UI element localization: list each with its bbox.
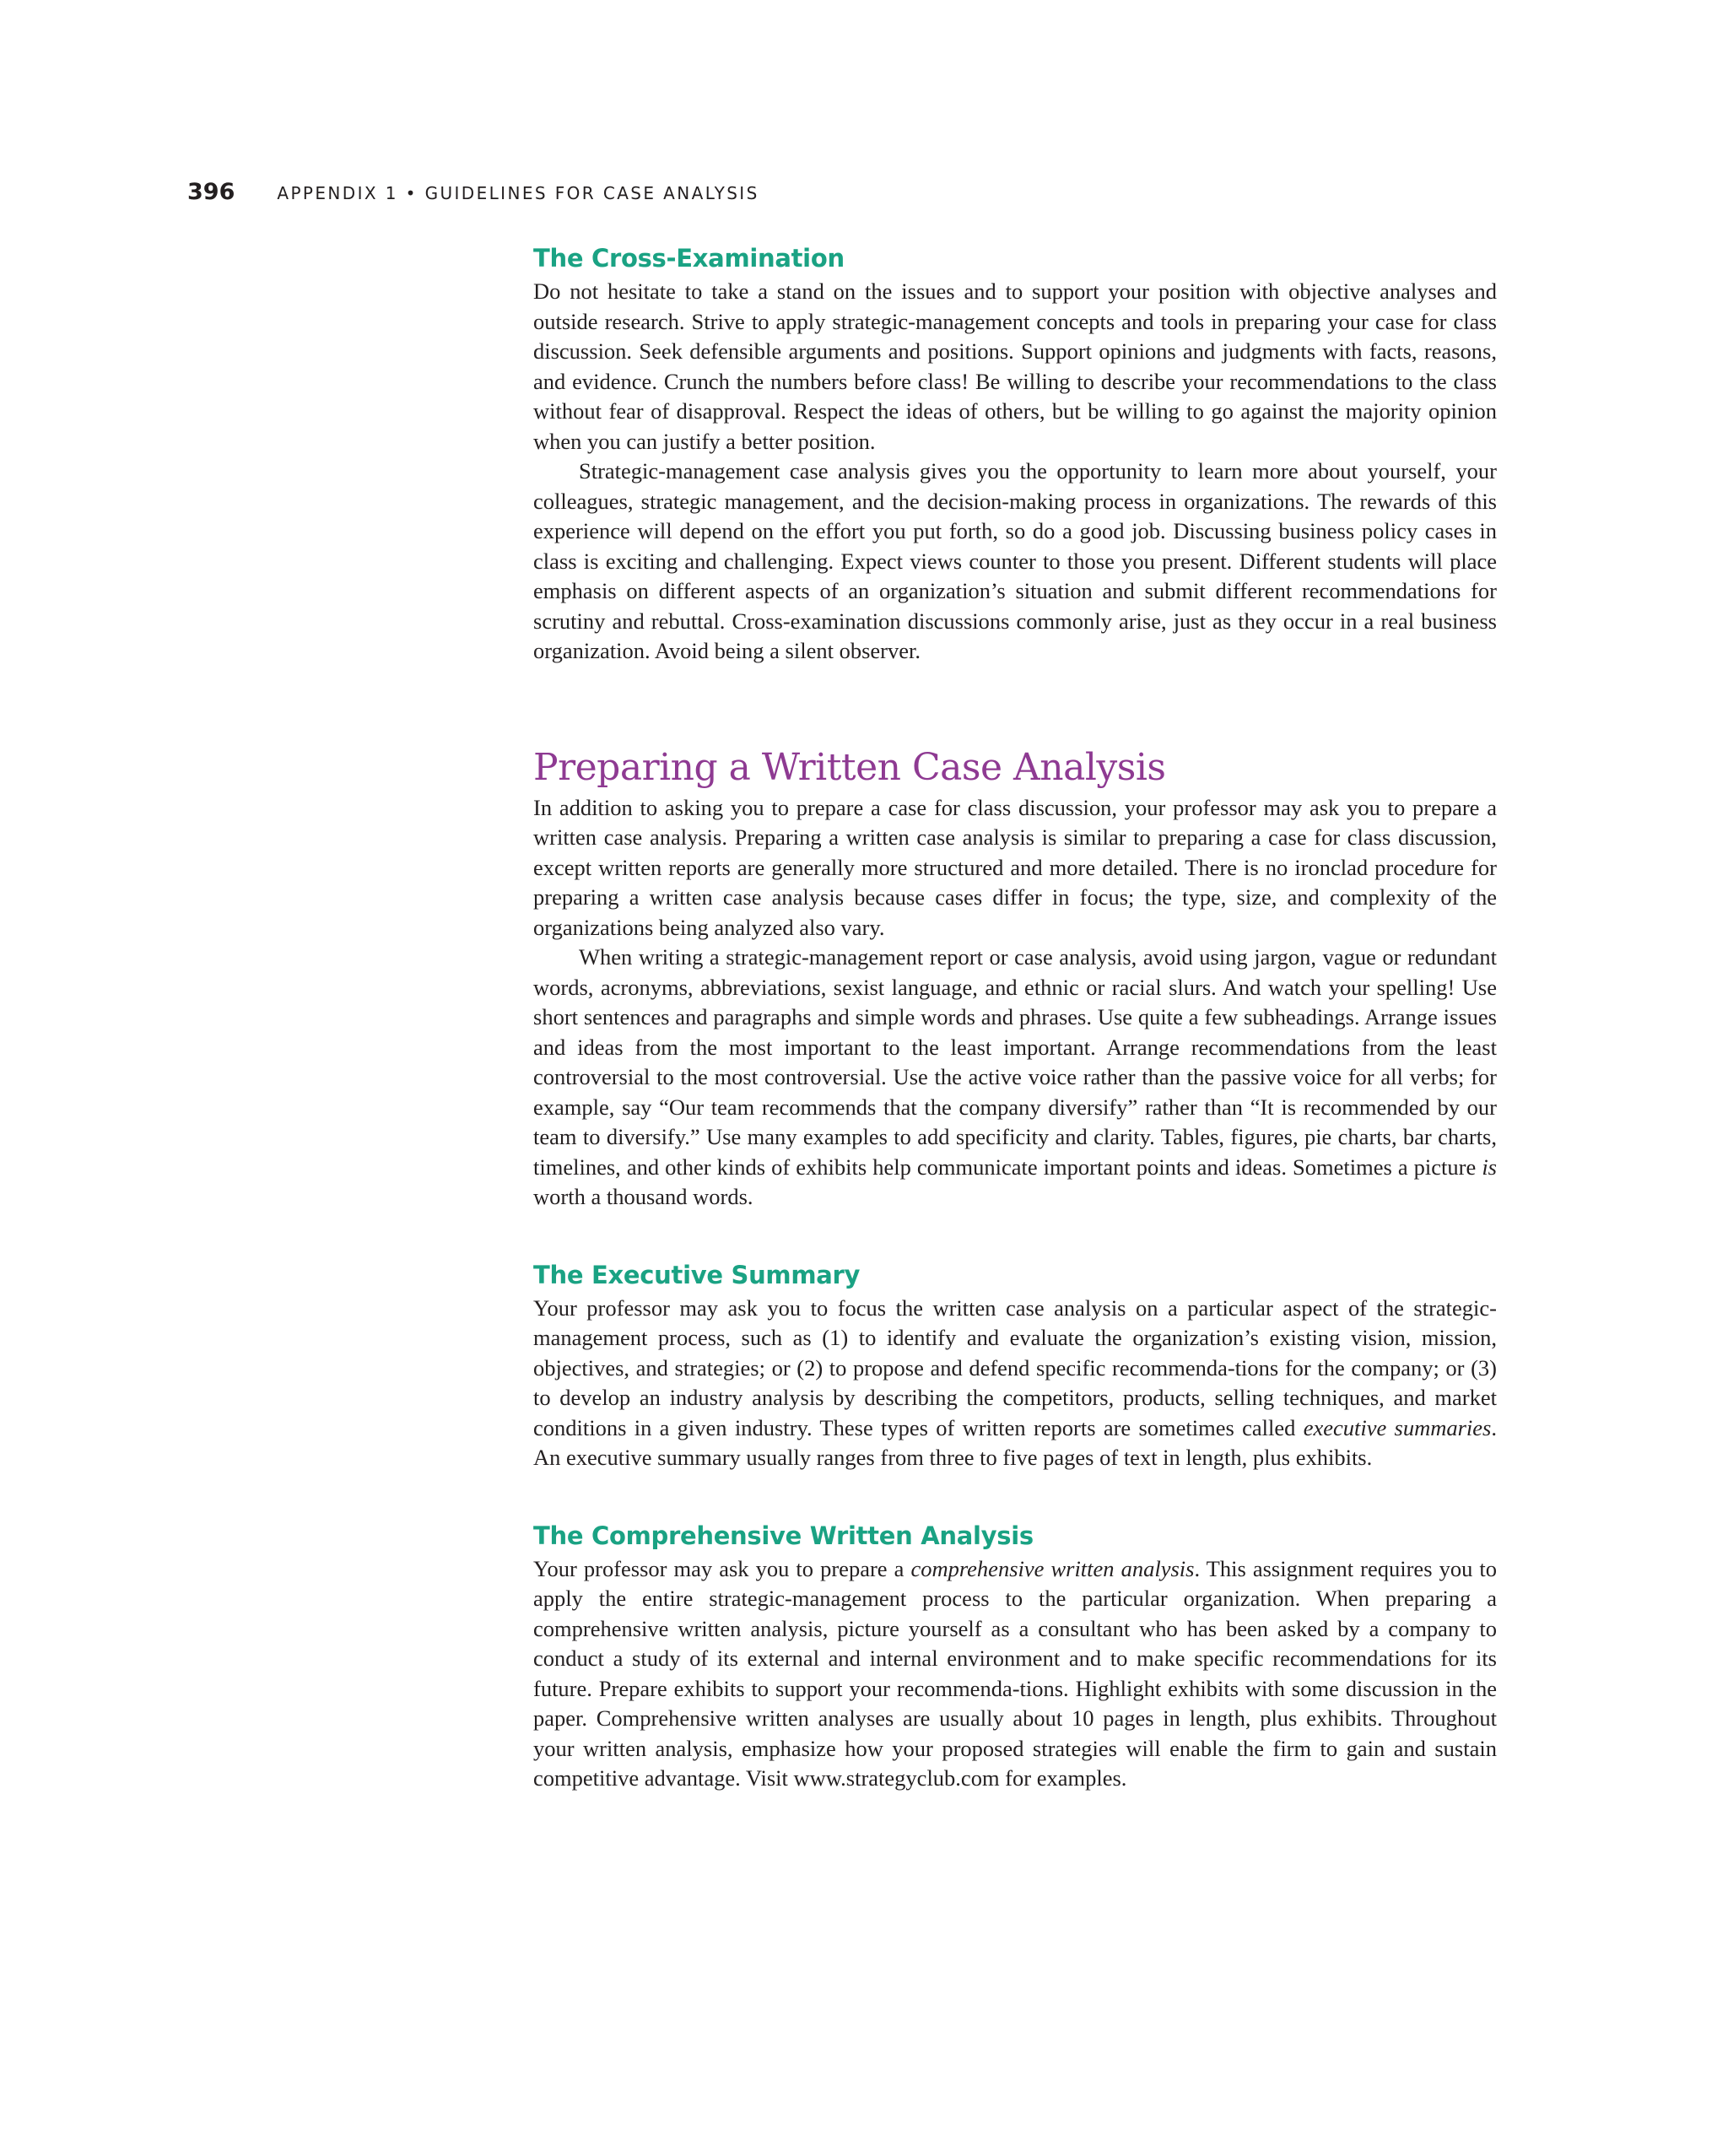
comprehensive-analysis-text-b: . This assignment requires you to apply the entire strategic-management process to the particular organization. When preparing a comprehensive written analysis, picture yourself as a consultant who has been asked by a company to conduct a study of its external and internal environment and to make specific recommendations for its future. Prepare exhibits to support your recommenda-tions. Highlight exhibits with some discussion in the paper. Comprehensive written analyses are usually about 10 pages in length, plus exhibits. Throughout your written analysis, emphasize how your proposed strategies will enable the firm to gain and sustain competitive advantage. Visit www.strategyclub.com for examples.: [533, 1555, 1497, 1791]
cross-examination-section: [533, 241, 1497, 667]
comprehensive-analysis-italic: comprehensive written analysis: [910, 1555, 1195, 1581]
page-content: [533, 241, 1497, 1794]
written-analysis-paragraph-1: In addition to asking you to prepare a case for class discussion, your professor may ask you to prepare a written case analysis. Preparing a written case analysis is similar to preparing a case for class discussion, except written reports are generally more structured and more detailed. There is no ironclad procedure for preparing a written case analysis because cases differ in focus; the type, size, and complexity of the organizations being analyzed also vary.: [533, 794, 1497, 940]
written-analysis-paragraph-2-text-a: When writing a strategic-management report or case analysis, avoid using jargon, vague or redundant words, acronyms, abbreviations, sexist language, and ethnic or racial slurs. And watch your spelling! Use short sentences and paragraphs and simple words and phrases. Use quite a few subheadings. Arrange issues and ideas from the most important to the least important. Arrange recommendations from the least controversial to the most controversial. Use the active voice rather than the passive voice for all verbs; for example, say “Our team recommends that the company diversify” rather than “It is recommended by our team to diversify.” Use many examples to add specificity and clarity. Tables, figures, pie charts, bar charts, timelines, and other kinds of exhibits help communicate important points and ideas. Sometimes a picture: [533, 944, 1497, 1180]
executive-summary-paragraph: [533, 1294, 1497, 1473]
cross-examination-heading: The Cross-Examination: [533, 244, 845, 273]
comprehensive-analysis-paragraph: [533, 1554, 1497, 1794]
cross-examination-paragraph-1: Do not hesitate to take a stand on the issues and to support your position with objective analyses and outside research. Strive to apply strategic-management concepts and tools in preparing your case for class discussion. Seek defensible arguments and positions. Support opinions and judgments with facts, reasons, and evidence. Crunch the numbers before class! Be willing to describe your recommendations to the class without fear of disapproval. Respect the ideas of others, but be willing to go against the majority opinion when you can justify a better position.: [533, 278, 1497, 454]
running-title: APPENDIX 1 • GUIDELINES FOR CASE ANALYSIS: [277, 183, 759, 203]
page-number: 396: [187, 179, 235, 205]
written-analysis-paragraph-2-text-b: worth a thousand words.: [533, 1184, 753, 1209]
written-analysis-paragraph-2: [533, 943, 1497, 1213]
comprehensive-analysis-section: [533, 1519, 1497, 1794]
executive-summary-section: [533, 1258, 1497, 1473]
written-analysis-paragraph-2-italic: is: [1482, 1154, 1497, 1180]
comprehensive-analysis-text-a: Your professor may ask you to prepare a: [533, 1555, 911, 1581]
written-analysis-heading: Preparing a Written Case Analysis: [533, 745, 1166, 789]
running-head: [187, 179, 759, 205]
comprehensive-analysis-heading: The Comprehensive Written Analysis: [533, 1521, 1034, 1550]
cross-examination-paragraph-2: Strategic-management case analysis gives you the opportunity to learn more about yourself, your colleagues, strategic management, and the decision-making process in organizations. The rewards of this experience will depend on the effort you put forth, so do a good job. Discussing business policy cases in class is exciting and challenging. Expect views counter to those you present. Different students will place emphasis on different aspects of an organization’s situation and submit different recommendations for scrutiny and rebuttal. Cross-examination discussions commonly arise, just as they occur in a real business organization. Avoid being a silent observer.: [533, 458, 1497, 663]
executive-summary-text-a: Your professor may ask you to focus the written case analysis on a particular aspect of the strategic-management process, such as (1) to identify and evaluate the organization’s existing vision, mission, objectives, and strategies; or (2) to propose and defend specific recommenda-tions for the company; or (3) to develop an industry analysis by describing the competitors, products, selling techniques, and market conditions in a given industry. These types of written reports are sometimes called: [533, 1294, 1497, 1440]
executive-summary-text-b: . An executive summary usually ranges from three to five pages of text in length, plus exhibits.: [533, 1414, 1497, 1470]
executive-summary-heading: The Executive Summary: [533, 1260, 861, 1289]
executive-summary-italic: executive summaries: [1303, 1414, 1492, 1440]
written-analysis-section: [533, 744, 1497, 1213]
